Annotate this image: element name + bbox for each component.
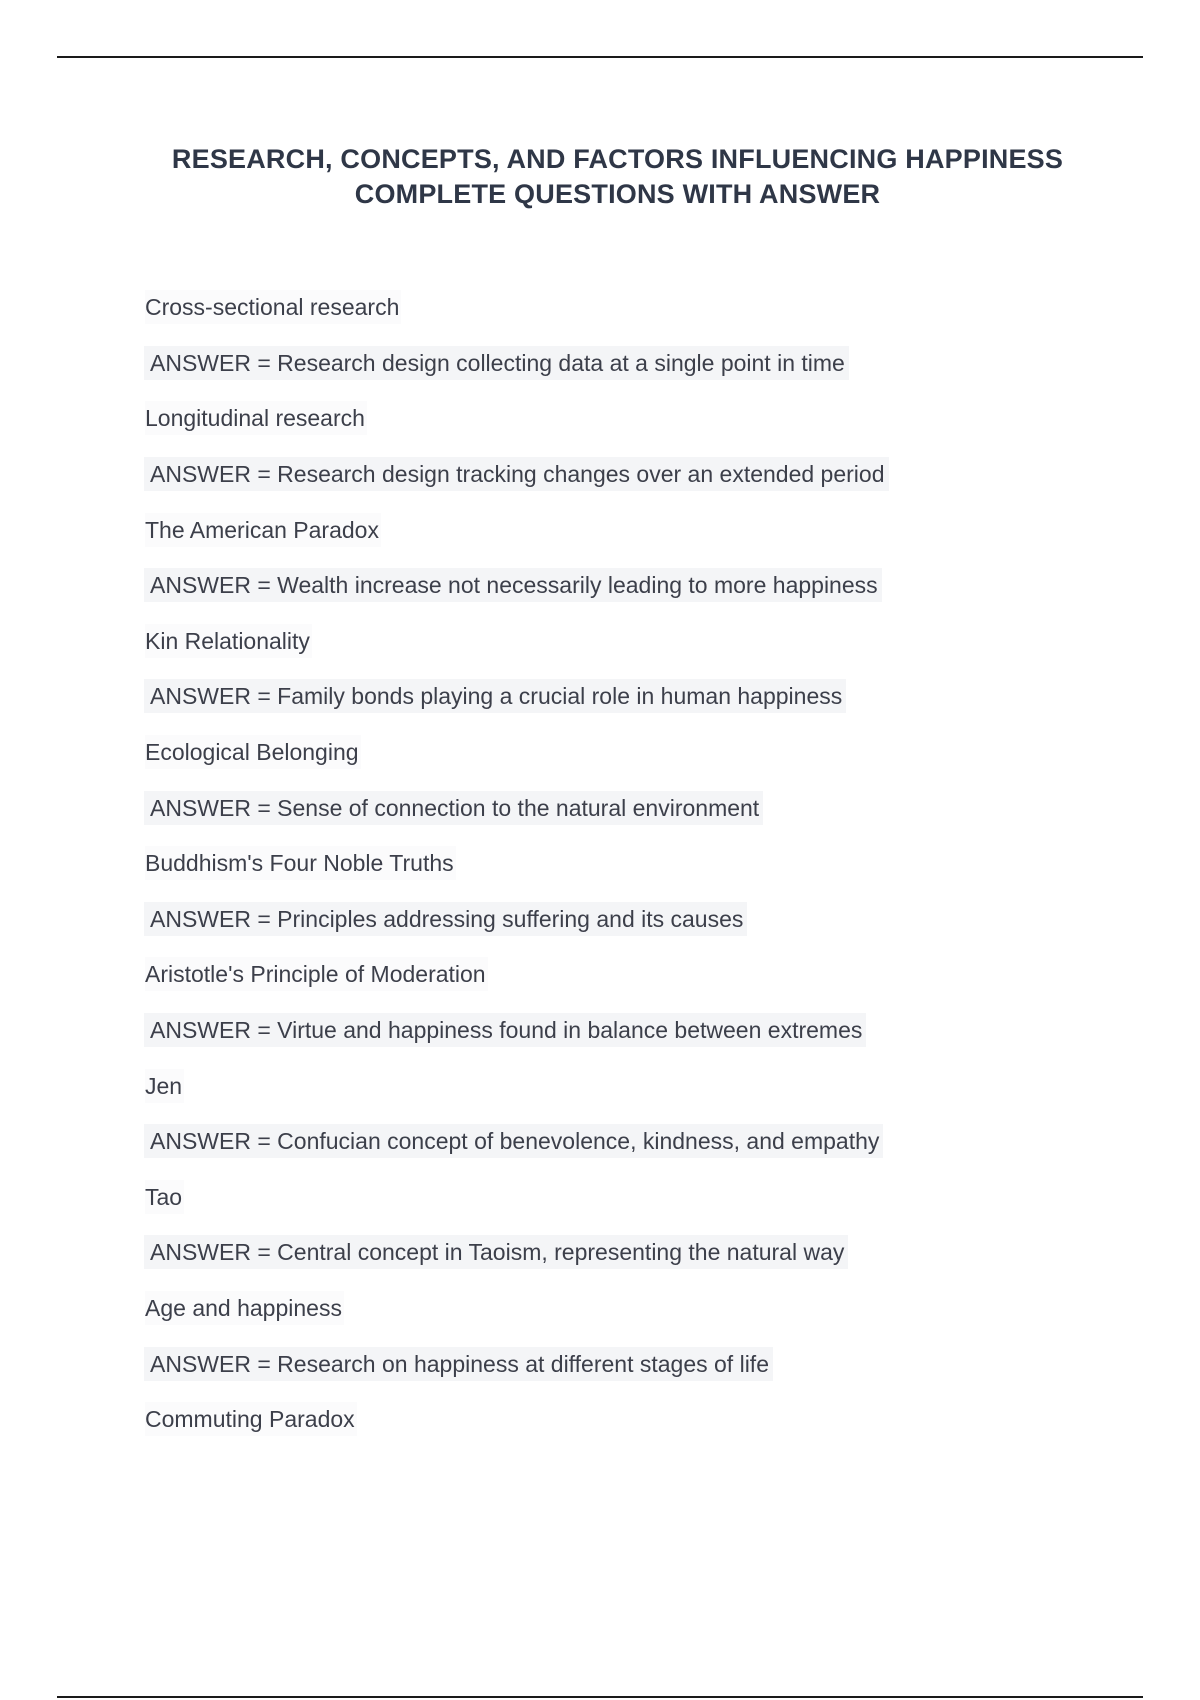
term-principle-of-moderation: Aristotle's Principle of Moderation — [145, 957, 488, 991]
answer-kin-relationality: ANSWER = Family bonds playing a crucial role in human happiness — [144, 679, 846, 713]
answer-longitudinal-research: ANSWER = Research design tracking changes over an extended period — [144, 457, 889, 491]
answer-jen: ANSWER = Confucian concept of benevolence, kindness, and empathy — [144, 1124, 883, 1158]
term-jen: Jen — [145, 1069, 184, 1103]
answer-age-and-happiness: ANSWER = Research on happiness at different stages of life — [144, 1347, 773, 1381]
term-kin-relationality: Kin Relationality — [145, 624, 312, 658]
answer-cross-sectional-research: ANSWER = Research design collecting data at a single point in time — [144, 346, 849, 380]
bottom-divider — [57, 1696, 1143, 1698]
term-tao: Tao — [145, 1180, 184, 1214]
answer-american-paradox: ANSWER = Wealth increase not necessarily leading to more happiness — [144, 568, 882, 602]
answer-tao: ANSWER = Central concept in Taoism, representing the natural way — [144, 1235, 848, 1269]
term-longitudinal-research: Longitudinal research — [145, 401, 367, 435]
term-four-noble-truths: Buddhism's Four Noble Truths — [145, 846, 456, 880]
term-cross-sectional-research: Cross-sectional research — [145, 290, 401, 324]
title-line-2: COMPLETE QUESTIONS WITH ANSWER — [354, 179, 881, 209]
term-commuting-paradox: Commuting Paradox — [145, 1402, 357, 1436]
term-ecological-belonging: Ecological Belonging — [145, 735, 361, 769]
top-divider — [57, 56, 1143, 58]
answer-four-noble-truths: ANSWER = Principles addressing suffering and its causes — [144, 902, 747, 936]
title-line-1: RESEARCH, CONCEPTS, AND FACTORS INFLUENCING HAPPINESS — [171, 144, 1064, 174]
term-age-and-happiness: Age and happiness — [145, 1291, 344, 1325]
answer-principle-of-moderation: ANSWER = Virtue and happiness found in balance between extremes — [144, 1013, 866, 1047]
document-title — [100, 142, 1135, 212]
term-american-paradox: The American Paradox — [145, 513, 381, 547]
answer-ecological-belonging: ANSWER = Sense of connection to the natural environment — [144, 791, 763, 825]
